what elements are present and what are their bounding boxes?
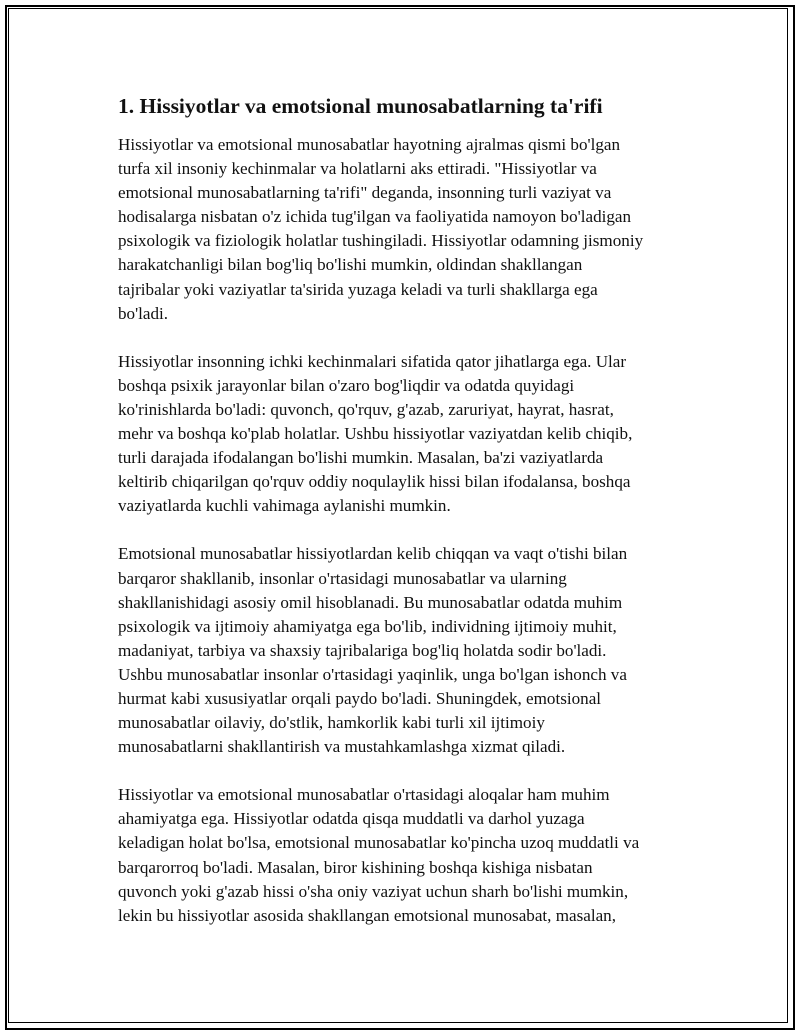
text-line: psixologik va ijtimoiy ahamiyatga ega bo'lib, individning ijtimoiy muhit, (118, 616, 617, 636)
text-line: turli darajada ifodalangan bo'lishi mumkin. Masalan, ba'zi vaziyatlarda (118, 448, 604, 468)
paragraph-1 (118, 133, 703, 326)
text-line: harakatchanligi bilan bog'liq bo'lishi mumkin, oldindan shakllangan (118, 255, 583, 275)
text-line: barqaror shakllanib, insonlar o'rtasidagi munosabatlar va ularning (118, 568, 567, 588)
text-line: turfa xil insoniy kechinmalar va holatlarni aks ettiradi. "Hissiyotlar va (118, 159, 597, 179)
paragraph-2 (118, 350, 703, 519)
text-line: mehr va boshqa ko'plab holatlar. Ushbu hissiyotlar vaziyatdan kelib chiqib, (118, 424, 633, 444)
text-line: emotsional munosabatlarning ta'rifi" deganda, insonning turli vaziyat va (118, 183, 612, 203)
document-body (118, 92, 703, 952)
text-line: bo'ladi. (118, 303, 169, 323)
text-line: ahamiyatga ega. Hissiyotlar odatda qisqa muddatli va darhol yuzaga (118, 809, 585, 829)
text-line: vaziyatlarda kuchli vahimaga aylanishi mumkin. (118, 496, 451, 516)
text-line: keltirib chiqarilgan qo'rquv oddiy noqulaylik hissi bilan ifodalansa, boshqa (118, 472, 631, 492)
text-line: Hissiyotlar va emotsional munosabatlar o'rtasidagi aloqalar ham muhim (118, 785, 610, 805)
text-line: Hissiyotlar va emotsional munosabatlar hayotning ajralmas qismi bo'lgan (118, 135, 621, 154)
text-line: munosabatlarni shakllantirish va mustahkamlashga xizmat qiladi. (118, 737, 566, 757)
text-line: tajribalar yoki vaziyatlar ta'sirida yuzaga keladi va turli shakllarga ega (118, 279, 598, 299)
text-line: munosabatlar oilaviy, do'stlik, hamkorlik kabi turli xil ijtimoiy (118, 713, 545, 733)
text-line: madaniyat, tarbiya va shaxsiy tajribalariga bog'liq holatda sodir bo'ladi. (118, 640, 607, 660)
text-line: shakllanishidagi asosiy omil hisoblanadi. Bu munosabatlar odatda muhim (118, 592, 623, 612)
paragraph-3 (118, 542, 703, 759)
text-line: keladigan holat bo'lsa, emotsional munosabatlar ko'pincha uzoq muddatli va (118, 833, 640, 853)
text-line: Hissiyotlar insonning ichki kechinmalari sifatida qator jihatlarga ega. Ular (118, 351, 627, 371)
text-line: lekin bu hissiyotlar asosida shakllangan emotsional munosabat, masalan, (118, 905, 616, 925)
paragraph-4 (118, 783, 703, 928)
text-line: ko'rinishlarda bo'ladi: quvonch, qo'rquv, g'azab, zaruriyat, hayrat, hasrat, (118, 399, 614, 419)
text-line: quvonch yoki g'azab hissi o'sha oniy vaziyat uchun sharh bo'lishi mumkin, (118, 881, 629, 901)
text-line: hodisalarga nisbatan o'z ichida tug'ilgan va faoliyatida namoyon bo'ladigan (118, 207, 632, 227)
text-line: barqarorroq bo'ladi. Masalan, biror kishining boshqa kishiga nisbatan (118, 857, 593, 877)
text-line: Emotsional munosabatlar hissiyotlardan kelib chiqqan va vaqt o'tishi bilan (118, 544, 628, 564)
text-line: hurmat kabi xususiyatlar orqali paydo bo'ladi. Shuningdek, emotsional (118, 688, 602, 708)
text-line: boshqa psixik jarayonlar bilan o'zaro bog'liqdir va odatda quyidagi (118, 375, 575, 395)
text-line: psixologik va fiziologik holatlar tushingiladi. Hissiyotlar odamning jismoniy (118, 231, 644, 251)
text-line: Ushbu munosabatlar insonlar o'rtasidagi yaqinlik, unga bo'lgan ishonch va (118, 664, 627, 684)
section-heading: 1. Hissiyotlar va emotsional munosabatlarning ta'rifi (118, 94, 603, 118)
